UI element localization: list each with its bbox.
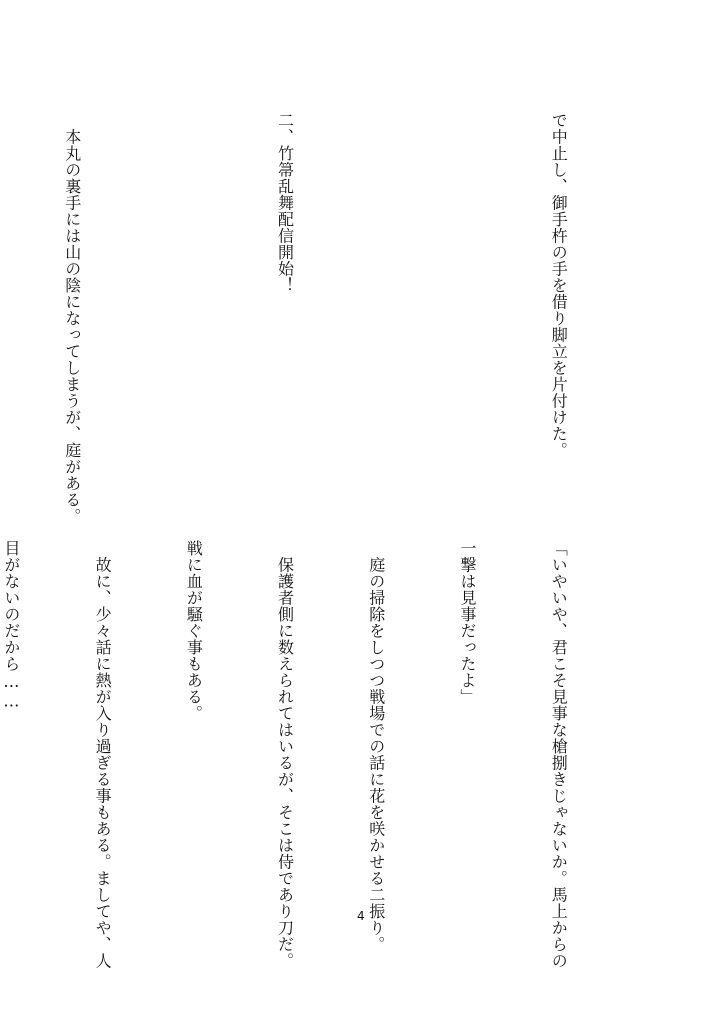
page-number: 4: [357, 909, 365, 923]
text-line: 保護者側に数えられてはいるが、そこは侍であり刀だ。: [275, 540, 295, 969]
text-line: 戦に血が騒ぐ事もある。: [184, 540, 204, 722]
text-block-lower: [1, 540, 634, 969]
text-line: で中止し、御手杵の手を借り脚立を片付けた。: [549, 112, 569, 459]
chapter-heading: 二、竹箒乱舞配信開始！: [275, 112, 295, 294]
text-line: 本丸の裏手には山の陰になってしまうが、庭がある。: [62, 112, 82, 525]
text-block-upper: [62, 112, 634, 525]
text-line: 「いやいや、君こそ見事な槍捌きじゃないか。馬上からの: [549, 540, 569, 969]
text-line: 庭の掃除をしつつ戦場での話に花を咲かせる二振り。: [366, 540, 386, 953]
text-line: 目がないのだから……: [1, 540, 21, 711]
text-line: 故に、少々話に熱が入り過ぎる事もある。ましてや、人: [93, 540, 113, 969]
text-line: 一撃は見事だったよ」: [457, 540, 477, 705]
